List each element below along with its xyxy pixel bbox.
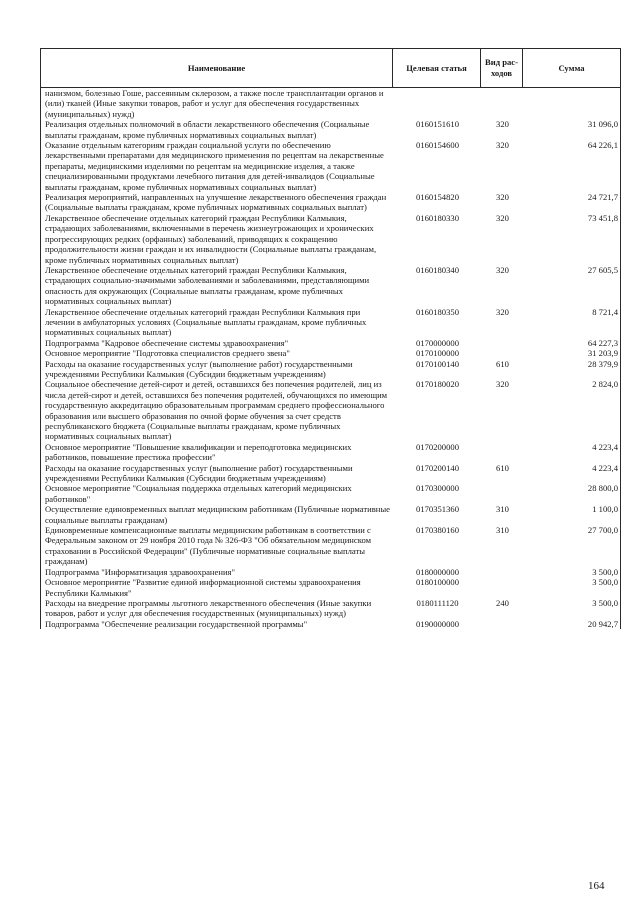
row-target-article: 0170200000	[416, 441, 459, 452]
row-sum: 4 223,4	[523, 463, 621, 484]
table-row	[41, 213, 621, 265]
row-expense-type	[481, 348, 523, 358]
table-row	[41, 192, 621, 213]
header-name: Наименование	[41, 49, 393, 88]
row-sum: 24 721,7	[523, 192, 621, 213]
table-header	[41, 49, 621, 88]
row-expense-type: 320	[496, 379, 509, 390]
row-expense-type: 320	[496, 119, 509, 130]
row-sum: 31 096,0	[523, 119, 621, 140]
row-sum: 4 223,4	[523, 442, 621, 463]
row-name: Подпрограмма "Обеспечение реализации государственной программы"	[41, 619, 393, 629]
row-target-article: 0160180330	[416, 212, 459, 223]
row-sum: 20 942,7	[523, 619, 621, 629]
table-row	[41, 119, 621, 140]
table-row	[41, 483, 621, 504]
row-sum: 8 721,4	[523, 307, 621, 338]
row-name: Единовременные компенсационные выплаты медицинским работникам в соответствии с Федеральным законом от 29 ноября 2010 года № 326-ФЗ "Об обязательном медицинском страховании в Российской Федерации" (Публичные нормативные социальные выплаты гражданам)	[41, 525, 393, 567]
row-sum: 28 800,0	[523, 483, 621, 504]
table-row	[41, 265, 621, 307]
row-name: Расходы на оказание государственных услуг (выполнение работ) государственными учреждениями Республики Калмыкия (Субсидии бюджетным учреждениям)	[41, 359, 393, 380]
row-expense-type: 320	[496, 264, 509, 275]
row-name: Расходы на внедрение программы льготного лекарственного обеспечения (Иные закупки товаров, работ и услуг для обеспечения государственных (муниципальных) нужд)	[41, 598, 393, 619]
row-sum: 3 500,0	[523, 577, 621, 598]
row-name: Реализация мероприятий, направленных на улучшение лекарственного обеспечения граждан (Социальные выплаты гражданам, кроме публичных нормативных социальных выплат)	[41, 192, 393, 213]
row-name: нанизмом, болезнью Гоше, рассеянным склерозом, а также после трансплантации органов и (или) тканей (Иные закупки товаров, работ и услуг для обеспечения государственных (муниципальных) нужд)	[41, 88, 393, 120]
table-row	[41, 525, 621, 567]
row-target-article: 0160151610	[416, 119, 459, 130]
row-sum: 64 226,1	[523, 140, 621, 192]
row-target-article: 0190000000	[416, 618, 459, 629]
row-name: Основное мероприятие "Подготовка специалистов среднего звена"	[41, 348, 393, 358]
row-expense-type: 310	[496, 504, 509, 515]
table-row	[41, 577, 621, 598]
row-expense-type: 320	[496, 192, 509, 203]
header-sum: Сумма	[523, 49, 621, 88]
row-expense-type: 610	[496, 358, 509, 369]
row-target-article: 0180000000	[416, 566, 459, 577]
row-sum: 1 100,0	[523, 504, 621, 525]
table-row	[41, 463, 621, 484]
row-name: Реализация отдельных полномочий в области лекарственного обеспечения (Социальные выплаты гражданам, кроме публичных нормативных социальных выплат)	[41, 119, 393, 140]
row-target-article: 0170300000	[416, 483, 459, 494]
table-row	[41, 379, 621, 441]
row-expense-type	[481, 442, 523, 463]
row-name: Подпрограмма "Кадровое обеспечение системы здравоохранения"	[41, 338, 393, 348]
table-row	[41, 598, 621, 619]
row-sum: 3 500,0	[523, 598, 621, 619]
row-name: Лекарственное обеспечение отдельных категорий граждан Республики Калмыкия, страдающих заболеваниями, включенными в перечень жизнеугрожающих и хронических прогрессирующих редких (орфанных) заболеваний, приводящих к сокращению продолжительности жизни граждан и их инвалидности (Социальные выплаты гражданам, кроме публичных нормативных социальных выплат)	[41, 213, 393, 265]
row-sum: 64 227,3	[523, 338, 621, 348]
row-name: Основное мероприятие "Социальная поддержка отдельных категорий медицинских работников"	[41, 483, 393, 504]
row-name: Лекарственное обеспечение отдельных категорий граждан Республики Калмыкия, страдающих социально-значимыми заболеваниями и заболеваниями, представляющими опасность для окружающих (Социальные выплаты гражданам, кроме публичных нормативных социальных выплат)	[41, 265, 393, 307]
row-expense-type: 310	[496, 525, 509, 536]
row-name: Основное мероприятие "Развитие единой информационной системы здравоохранения Республики Калмыкия"	[41, 577, 393, 598]
row-target-article	[393, 88, 481, 120]
table-row	[41, 338, 621, 348]
table-row	[41, 348, 621, 358]
row-name: Основное мероприятие "Повышение квалификации и переподготовка медицинских работников, повышение престижа профессии"	[41, 442, 393, 463]
row-sum: 27 605,5	[523, 265, 621, 307]
row-target-article: 0170100140	[416, 358, 459, 369]
row-target-article: 0160154600	[416, 140, 459, 151]
row-target-article: 0180100000	[416, 577, 459, 588]
row-target-article: 0180111120	[416, 597, 459, 608]
row-expense-type: 320	[496, 212, 509, 223]
row-sum: 73 451,8	[523, 213, 621, 265]
row-target-article: 0170100000	[416, 348, 459, 359]
row-sum: 31 203,9	[523, 348, 621, 358]
row-target-article: 0160180350	[416, 306, 459, 317]
row-target-article: 0170180020	[416, 379, 459, 390]
row-expense-type	[481, 88, 523, 120]
row-sum: 3 500,0	[523, 567, 621, 577]
row-target-article: 0160180340	[416, 264, 459, 275]
row-expense-type	[481, 483, 523, 504]
table-row	[41, 359, 621, 380]
row-target-article: 0160154820	[416, 192, 459, 203]
row-expense-type: 320	[496, 306, 509, 317]
row-name: Подпрограмма "Информатизация здравоохранения"	[41, 567, 393, 577]
row-name: Социальное обеспечение детей-сирот и детей, оставшихся без попечения родителей, лиц из числа детей-сирот и детей, оставшихся без попечения родителей, обучающихся по имеющим государственную аккредитацию образовательным программам среднего профессионального образования или высшего образования по очной форме обучения за счет средств республиканского бюджета (Социальные выплаты гражданам, кроме публичных нормативных социальных выплат)	[41, 379, 393, 441]
row-expense-type: 320	[496, 140, 509, 151]
table-row	[41, 307, 621, 338]
row-name: Расходы на оказание государственных услуг (выполнение работ) государственными учреждениями Республики Калмыкия (Субсидии бюджетным учреждениям)	[41, 463, 393, 484]
row-target-article: 0170351360	[416, 504, 459, 515]
row-expense-type: 610	[496, 462, 509, 473]
row-expense-type	[481, 567, 523, 577]
row-sum: 28 379,9	[523, 359, 621, 380]
row-name: Оказание отдельным категориям граждан социальной услуги по обеспечению лекарственными препаратами для медицинского применения по рецептам на лекарственные препараты, медицинскими изделиями по рецептам на медицинские изделия, а также специализированными продуктами лечебного питания для детей-инвалидов (Социальные выплаты гражданам, кроме публичных нормативных социальных выплат)	[41, 140, 393, 192]
row-expense-type: 240	[496, 597, 509, 608]
table-row	[41, 504, 621, 525]
page-number: 164	[588, 880, 605, 892]
table-row	[41, 567, 621, 577]
row-expense-type	[481, 577, 523, 598]
row-target-article: 0170000000	[416, 337, 459, 348]
table-row	[41, 88, 621, 120]
row-name: Осуществление единовременных выплат медицинским работникам (Публичные нормативные социальные выплаты гражданам)	[41, 504, 393, 525]
budget-table	[40, 48, 621, 629]
row-sum: 27 700,0	[523, 525, 621, 567]
table-row	[41, 442, 621, 463]
row-expense-type	[481, 338, 523, 348]
table-row	[41, 140, 621, 192]
header-target-article: Целевая статья	[393, 49, 481, 88]
table-row	[41, 619, 621, 629]
table-body	[41, 88, 621, 630]
row-name: Лекарственное обеспечение отдельных категорий граждан Республики Калмыкия при лечении в амбулаторных условиях (Социальные выплаты гражданам, кроме публичных нормативных социальных выплат)	[41, 307, 393, 338]
row-target-article: 0170380160	[416, 525, 459, 536]
row-sum	[523, 88, 621, 120]
row-target-article: 0170200140	[416, 462, 459, 473]
row-sum: 2 824,0	[523, 379, 621, 441]
row-expense-type	[481, 619, 523, 629]
header-expense-type: Вид рас-ходов	[481, 49, 523, 88]
